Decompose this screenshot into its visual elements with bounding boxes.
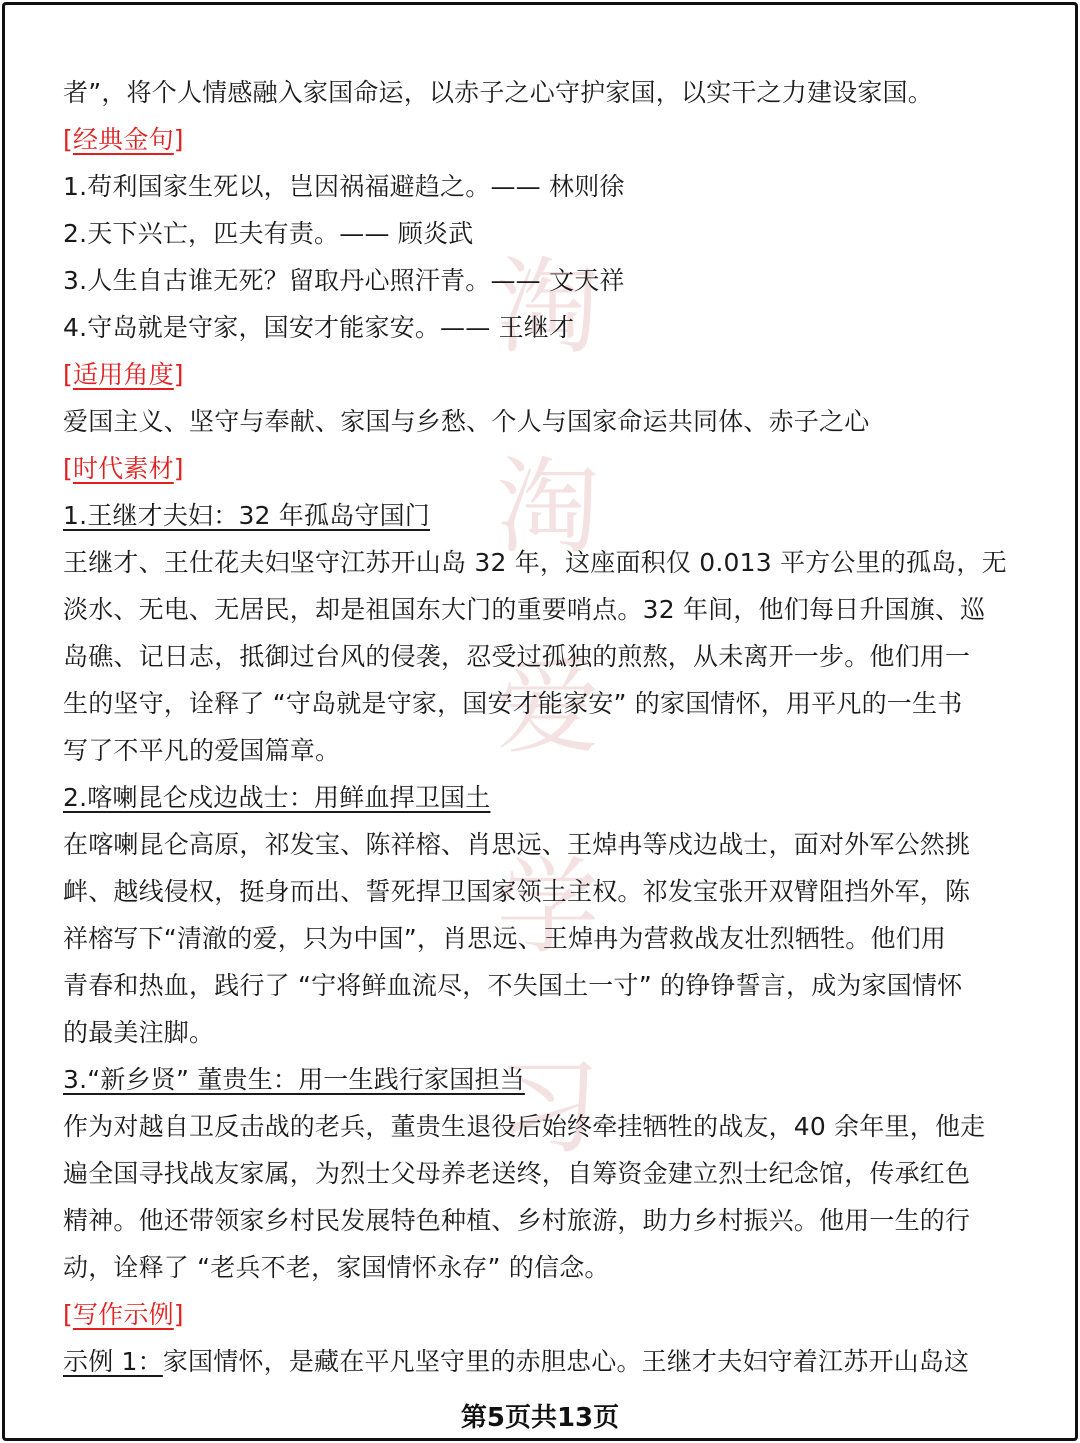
paragraph-line: 王继才、王仕花夫妇坚守江苏开山岛 32 年，这座面积仅 0.013 平方公里的孤岛，无 (63, 548, 1007, 577)
page-footer: 第5页共13页 (460, 1403, 620, 1433)
section-heading-quotes: [经典金句] (63, 125, 184, 154)
paragraph-line: 写了不平凡的爱国篇章。 (63, 736, 341, 765)
paragraph-line: 作为对越自卫反击战的老兵，董贵生退役后始终牵挂牺牲的战友，40 余年里，他走 (63, 1112, 986, 1141)
quote-line: 2.天下兴亡，匹夫有责。—— 顾炎武 (63, 219, 474, 248)
example-label: 示例 1： (63, 1347, 163, 1376)
watermark-char: 习 (495, 1046, 600, 1168)
watermark-char: 学 (495, 846, 600, 968)
angles-text: 爱国主义、坚守与奉献、家国与乡愁、个人与国家命运共同体、赤子之心 (63, 407, 870, 436)
intro-line: 者”，将个人情感融入家国命运，以赤子之心守护家国，以实干之力建设家国。 (63, 78, 933, 107)
example-text: 家国情怀，是藏在平凡坚守里的赤胆忠心。王继才夫妇守着江苏开山岛这 (162, 1347, 970, 1376)
paragraph-line: 祥榕写下“清澈的爱，只为中国”，肖思远、王焯冉为营救战友壮烈牺牲。他们用 (63, 924, 947, 953)
watermark-char: 淘 (495, 446, 600, 568)
document-body (63, 69, 1023, 1385)
watermark-char: 爱 (495, 646, 600, 768)
paragraph-line: 精神。他还带领家乡村民发展特色种植、乡村旅游，助力乡村振兴。他用一生的行 (63, 1206, 971, 1235)
paragraph-line: 遍全国寻找战友家属，为烈士父母养老送终，自筹资金建立烈士纪念馆，传承红色 (63, 1159, 971, 1188)
section-heading-materials: [时代素材] (63, 454, 184, 483)
section-heading-angles: [适用角度] (63, 360, 184, 389)
example-line (63, 1338, 1023, 1385)
material-title: 1.王继才夫妇：32 年孤岛守国门 (63, 501, 431, 530)
paragraph-line: 的最美注脚。 (63, 1018, 215, 1047)
paragraph-line: 在喀喇昆仑高原，祁发宝、陈祥榕、肖思远、王焯冉等戍边战士，面对外军公然挑 (63, 830, 971, 859)
paragraph-line: 衅、越线侵权，挺身而出、誓死捍卫国家领土主权。祁发宝张开双臂阻挡外军，陈 (63, 877, 971, 906)
section-heading-examples: [写作示例] (63, 1300, 184, 1329)
quote-line: 1.苟利国家生死以，岂因祸福避趋之。—— 林则徐 (63, 172, 625, 201)
paragraph-line: 淡水、无电、无居民，却是祖国东大门的重要哨点。32 年间，他们每日升国旗、巡 (63, 595, 986, 624)
paragraph-line: 动，诠释了 “老兵不老，家国情怀永存” 的信念。 (63, 1253, 610, 1282)
material-title: 2.喀喇昆仑戍边战士：用鲜血捍卫国土 (63, 783, 491, 812)
paragraph-line: 岛礁、记日志，抵御过台风的侵袭，忍受过孤独的煎熬，从未离开一步。他们用一 (63, 642, 971, 671)
paragraph-line: 青春和热血，践行了 “宁将鲜血流尽，不失国土一寸” 的铮铮誓言，成为家国情怀 (63, 971, 963, 1000)
material-title: 3.“新乡贤” 董贵生：用一生践行家国担当 (63, 1065, 525, 1094)
watermark-char: 淘 (495, 246, 600, 368)
quote-line: 4.守岛就是守家，国安才能家安。—— 王继才 (63, 313, 575, 342)
paragraph-line: 生的坚守，诠释了 “守岛就是守家，国安才能家安” 的家国情怀，用平凡的一生书 (63, 689, 963, 718)
quote-line: 3.人生自古谁无死？留取丹心照汗青。—— 文天祥 (63, 266, 625, 295)
page-frame (2, 2, 1078, 1441)
